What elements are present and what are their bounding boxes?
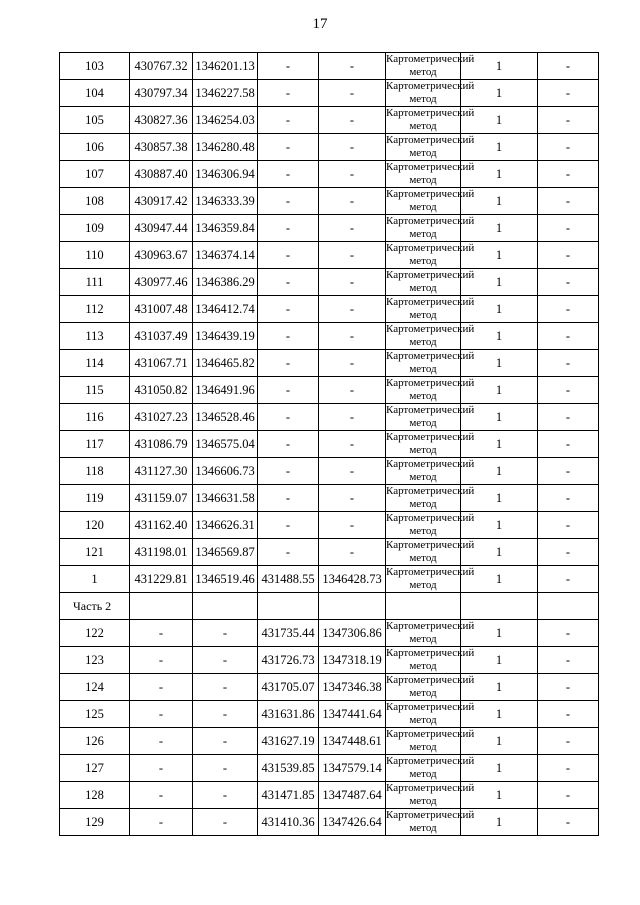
x-existing-cell: - [130, 674, 193, 701]
x-existing-cell: - [130, 620, 193, 647]
method-cell: Картометрический метод [386, 620, 475, 645]
table-row [60, 809, 599, 836]
method-cell: Картометрический метод [386, 404, 475, 429]
x-new-cell: 431631.86 [258, 701, 319, 728]
note-cell: - [538, 53, 599, 80]
point-number-cell: 118 [60, 458, 130, 485]
y-existing-cell: 1346201.13 [193, 53, 258, 80]
table-row [60, 323, 599, 350]
point-number-cell: 109 [60, 215, 130, 242]
accuracy-cell: 1 [461, 323, 538, 350]
y-existing-cell: - [193, 782, 258, 809]
accuracy-cell: 1 [461, 512, 538, 539]
method-cell: Картометрический метод [386, 188, 475, 213]
method-cell: Картометрический метод [386, 269, 475, 294]
method-cell: Картометрический метод [386, 296, 475, 321]
x-existing-cell: 431037.49 [130, 323, 193, 350]
y-existing-cell: 1346491.96 [193, 377, 258, 404]
y-new-cell: - [319, 458, 386, 485]
note-cell: - [538, 350, 599, 377]
x-existing-cell: 431159.07 [130, 485, 193, 512]
y-existing-cell: 1346465.82 [193, 350, 258, 377]
method-cell: Картометрический метод [386, 755, 475, 780]
x-existing-cell: - [130, 647, 193, 674]
accuracy-cell: 1 [461, 431, 538, 458]
table-row [60, 404, 599, 431]
y-existing-cell: 1346528.46 [193, 404, 258, 431]
table-row [60, 215, 599, 242]
table-row [60, 161, 599, 188]
note-cell: - [538, 620, 599, 647]
table-row [60, 782, 599, 809]
x-existing-cell: 430767.32 [130, 53, 193, 80]
table-row [60, 242, 599, 269]
y-new-cell: 1347306.86 [319, 620, 386, 647]
table-row [60, 431, 599, 458]
method-cell: Картометрический метод [386, 539, 475, 564]
point-number-cell: 123 [60, 647, 130, 674]
y-existing-cell: - [193, 674, 258, 701]
y-new-cell: - [319, 80, 386, 107]
y-new-cell: 1347318.19 [319, 647, 386, 674]
table-row [60, 512, 599, 539]
point-number-cell: 115 [60, 377, 130, 404]
note-cell: - [538, 431, 599, 458]
accuracy-cell: 1 [461, 674, 538, 701]
x-new-cell: - [258, 242, 319, 269]
x-existing-cell: - [130, 728, 193, 755]
x-new-cell: - [258, 188, 319, 215]
table-row [60, 701, 599, 728]
empty-cell [461, 593, 538, 620]
note-cell: - [538, 701, 599, 728]
point-number-cell: 119 [60, 485, 130, 512]
point-number-cell: 112 [60, 296, 130, 323]
y-existing-cell: 1346626.31 [193, 512, 258, 539]
note-cell: - [538, 539, 599, 566]
y-new-cell: 1347579.14 [319, 755, 386, 782]
y-existing-cell: - [193, 728, 258, 755]
x-new-cell: 431627.19 [258, 728, 319, 755]
method-cell: Картометрический метод [386, 647, 475, 672]
y-existing-cell: - [193, 809, 258, 836]
y-existing-cell: 1346386.29 [193, 269, 258, 296]
y-existing-cell: 1346280.48 [193, 134, 258, 161]
note-cell: - [538, 323, 599, 350]
method-cell: Картометрический метод [386, 512, 475, 537]
y-existing-cell: 1346439.19 [193, 323, 258, 350]
method-cell: Картометрический метод [386, 701, 475, 726]
x-new-cell: 431726.73 [258, 647, 319, 674]
x-new-cell: - [258, 485, 319, 512]
point-number-cell: 114 [60, 350, 130, 377]
y-existing-cell: - [193, 701, 258, 728]
y-new-cell: 1347346.38 [319, 674, 386, 701]
method-cell: Картометрический метод [386, 215, 475, 240]
point-number-cell: 106 [60, 134, 130, 161]
x-existing-cell: 430797.34 [130, 80, 193, 107]
accuracy-cell: 1 [461, 620, 538, 647]
accuracy-cell: 1 [461, 782, 538, 809]
x-existing-cell: 430857.38 [130, 134, 193, 161]
note-cell: - [538, 458, 599, 485]
y-existing-cell: 1346227.58 [193, 80, 258, 107]
x-new-cell: - [258, 296, 319, 323]
x-existing-cell: 431198.01 [130, 539, 193, 566]
method-cell: Картометрический метод [386, 350, 475, 375]
point-number-cell: 120 [60, 512, 130, 539]
y-new-cell: - [319, 485, 386, 512]
table-row [60, 755, 599, 782]
empty-cell [258, 593, 319, 620]
y-existing-cell: 1346575.04 [193, 431, 258, 458]
note-cell: - [538, 188, 599, 215]
table-row [60, 269, 599, 296]
y-existing-cell: - [193, 620, 258, 647]
y-existing-cell: 1346519.46 [193, 566, 258, 593]
accuracy-cell: 1 [461, 134, 538, 161]
x-existing-cell: - [130, 701, 193, 728]
y-new-cell: - [319, 512, 386, 539]
accuracy-cell: 1 [461, 755, 538, 782]
y-new-cell: - [319, 539, 386, 566]
method-cell: Картометрический метод [386, 377, 475, 402]
section-label: Часть 2 [60, 593, 130, 620]
x-existing-cell: - [130, 755, 193, 782]
x-new-cell: - [258, 458, 319, 485]
note-cell: - [538, 242, 599, 269]
table-row [60, 80, 599, 107]
point-number-cell: 113 [60, 323, 130, 350]
y-new-cell: 1347487.64 [319, 782, 386, 809]
x-existing-cell: 431127.30 [130, 458, 193, 485]
note-cell: - [538, 80, 599, 107]
method-cell: Картометрический метод [386, 728, 475, 753]
point-number-cell: 111 [60, 269, 130, 296]
note-cell: - [538, 674, 599, 701]
table-row [60, 134, 599, 161]
method-cell: Картометрический метод [386, 674, 475, 699]
y-new-cell: - [319, 161, 386, 188]
table-row [60, 620, 599, 647]
point-number-cell: 125 [60, 701, 130, 728]
x-new-cell: - [258, 107, 319, 134]
note-cell: - [538, 377, 599, 404]
y-existing-cell: 1346631.58 [193, 485, 258, 512]
point-number-cell: 124 [60, 674, 130, 701]
point-number-cell: 122 [60, 620, 130, 647]
y-existing-cell: 1346359.84 [193, 215, 258, 242]
method-cell: Картометрический метод [386, 566, 475, 591]
y-existing-cell: 1346412.74 [193, 296, 258, 323]
x-new-cell: - [258, 350, 319, 377]
note-cell: - [538, 755, 599, 782]
y-existing-cell: 1346374.14 [193, 242, 258, 269]
method-cell: Картометрический метод [386, 242, 475, 267]
x-new-cell: - [258, 512, 319, 539]
point-number-cell: 127 [60, 755, 130, 782]
x-existing-cell: 430963.67 [130, 242, 193, 269]
note-cell: - [538, 809, 599, 836]
table-row [60, 377, 599, 404]
accuracy-cell: 1 [461, 728, 538, 755]
accuracy-cell: 1 [461, 647, 538, 674]
point-number-cell: 1 [60, 566, 130, 593]
point-number-cell: 129 [60, 809, 130, 836]
x-existing-cell: 431050.82 [130, 377, 193, 404]
y-new-cell: 1347448.61 [319, 728, 386, 755]
accuracy-cell: 1 [461, 296, 538, 323]
x-existing-cell: - [130, 809, 193, 836]
empty-cell [319, 593, 386, 620]
note-cell: - [538, 107, 599, 134]
y-new-cell: - [319, 350, 386, 377]
y-new-cell: - [319, 107, 386, 134]
x-new-cell: - [258, 404, 319, 431]
method-cell: Картометрический метод [386, 161, 475, 186]
x-existing-cell: 431162.40 [130, 512, 193, 539]
point-number-cell: 117 [60, 431, 130, 458]
coordinates-table [59, 52, 599, 836]
y-new-cell: - [319, 296, 386, 323]
y-existing-cell: 1346333.39 [193, 188, 258, 215]
y-existing-cell: 1346606.73 [193, 458, 258, 485]
x-new-cell: - [258, 377, 319, 404]
x-existing-cell: 431067.71 [130, 350, 193, 377]
accuracy-cell: 1 [461, 242, 538, 269]
empty-cell [538, 593, 599, 620]
table-row [60, 53, 599, 80]
point-number-cell: 128 [60, 782, 130, 809]
method-cell: Картометрический метод [386, 134, 475, 159]
accuracy-cell: 1 [461, 53, 538, 80]
note-cell: - [538, 512, 599, 539]
table-row [60, 188, 599, 215]
method-cell: Картометрический метод [386, 80, 475, 105]
x-existing-cell: 431027.23 [130, 404, 193, 431]
method-cell: Картометрический метод [386, 458, 475, 483]
point-number-cell: 107 [60, 161, 130, 188]
method-cell: Картометрический метод [386, 485, 475, 510]
table-row [60, 566, 599, 593]
table-row [60, 539, 599, 566]
y-new-cell: - [319, 431, 386, 458]
method-cell: Картометрический метод [386, 809, 475, 834]
table-row [60, 485, 599, 512]
accuracy-cell: 1 [461, 566, 538, 593]
x-existing-cell: 431086.79 [130, 431, 193, 458]
method-cell: Картометрический метод [386, 431, 475, 456]
y-new-cell: - [319, 134, 386, 161]
x-new-cell: - [258, 80, 319, 107]
note-cell: - [538, 161, 599, 188]
empty-cell [386, 593, 461, 620]
point-number-cell: 104 [60, 80, 130, 107]
x-new-cell: 431735.44 [258, 620, 319, 647]
table-body [60, 53, 599, 836]
x-new-cell: - [258, 161, 319, 188]
x-new-cell: - [258, 539, 319, 566]
accuracy-cell: 1 [461, 215, 538, 242]
point-number-cell: 103 [60, 53, 130, 80]
x-new-cell: - [258, 431, 319, 458]
y-existing-cell: 1346569.87 [193, 539, 258, 566]
table-row [60, 728, 599, 755]
accuracy-cell: 1 [461, 188, 538, 215]
x-existing-cell: 431007.48 [130, 296, 193, 323]
y-new-cell: - [319, 323, 386, 350]
accuracy-cell: 1 [461, 377, 538, 404]
table-row [60, 674, 599, 701]
table-row [60, 350, 599, 377]
page-number: 17 [312, 16, 328, 32]
method-cell: Картометрический метод [386, 782, 475, 807]
x-existing-cell: - [130, 782, 193, 809]
x-existing-cell: 430887.40 [130, 161, 193, 188]
accuracy-cell: 1 [461, 539, 538, 566]
method-cell: Картометрический метод [386, 107, 475, 132]
table-row [60, 107, 599, 134]
point-number-cell: 116 [60, 404, 130, 431]
point-number-cell: 110 [60, 242, 130, 269]
table-row [60, 647, 599, 674]
accuracy-cell: 1 [461, 350, 538, 377]
y-new-cell: - [319, 53, 386, 80]
y-new-cell: - [319, 242, 386, 269]
x-existing-cell: 430827.36 [130, 107, 193, 134]
x-new-cell: - [258, 269, 319, 296]
method-cell: Картометрический метод [386, 323, 475, 348]
note-cell: - [538, 404, 599, 431]
note-cell: - [538, 269, 599, 296]
y-new-cell: - [319, 215, 386, 242]
x-existing-cell: 430917.42 [130, 188, 193, 215]
y-existing-cell: - [193, 647, 258, 674]
table-row [60, 296, 599, 323]
point-number-cell: 121 [60, 539, 130, 566]
accuracy-cell: 1 [461, 701, 538, 728]
note-cell: - [538, 134, 599, 161]
accuracy-cell: 1 [461, 107, 538, 134]
x-new-cell: 431539.85 [258, 755, 319, 782]
accuracy-cell: 1 [461, 809, 538, 836]
y-existing-cell: - [193, 755, 258, 782]
note-cell: - [538, 485, 599, 512]
x-new-cell: 431705.07 [258, 674, 319, 701]
y-existing-cell: 1346254.03 [193, 107, 258, 134]
section-row [60, 593, 599, 620]
y-new-cell: - [319, 188, 386, 215]
accuracy-cell: 1 [461, 485, 538, 512]
empty-cell [193, 593, 258, 620]
y-new-cell: 1347426.64 [319, 809, 386, 836]
x-new-cell: 431488.55 [258, 566, 319, 593]
x-new-cell: 431471.85 [258, 782, 319, 809]
x-new-cell: 431410.36 [258, 809, 319, 836]
point-number-cell: 126 [60, 728, 130, 755]
x-new-cell: - [258, 53, 319, 80]
x-new-cell: - [258, 215, 319, 242]
point-number-cell: 108 [60, 188, 130, 215]
y-new-cell: - [319, 404, 386, 431]
y-existing-cell: 1346306.94 [193, 161, 258, 188]
x-new-cell: - [258, 323, 319, 350]
table-row [60, 458, 599, 485]
accuracy-cell: 1 [461, 458, 538, 485]
x-existing-cell: 431229.81 [130, 566, 193, 593]
y-new-cell: 1347441.64 [319, 701, 386, 728]
note-cell: - [538, 728, 599, 755]
y-new-cell: 1346428.73 [319, 566, 386, 593]
accuracy-cell: 1 [461, 161, 538, 188]
y-new-cell: - [319, 269, 386, 296]
method-cell: Картометрический метод [386, 53, 475, 78]
note-cell: - [538, 647, 599, 674]
x-new-cell: - [258, 134, 319, 161]
note-cell: - [538, 566, 599, 593]
accuracy-cell: 1 [461, 269, 538, 296]
accuracy-cell: 1 [461, 404, 538, 431]
x-existing-cell: 430947.44 [130, 215, 193, 242]
note-cell: - [538, 215, 599, 242]
x-existing-cell: 430977.46 [130, 269, 193, 296]
note-cell: - [538, 296, 599, 323]
empty-cell [130, 593, 193, 620]
note-cell: - [538, 782, 599, 809]
accuracy-cell: 1 [461, 80, 538, 107]
y-new-cell: - [319, 377, 386, 404]
point-number-cell: 105 [60, 107, 130, 134]
